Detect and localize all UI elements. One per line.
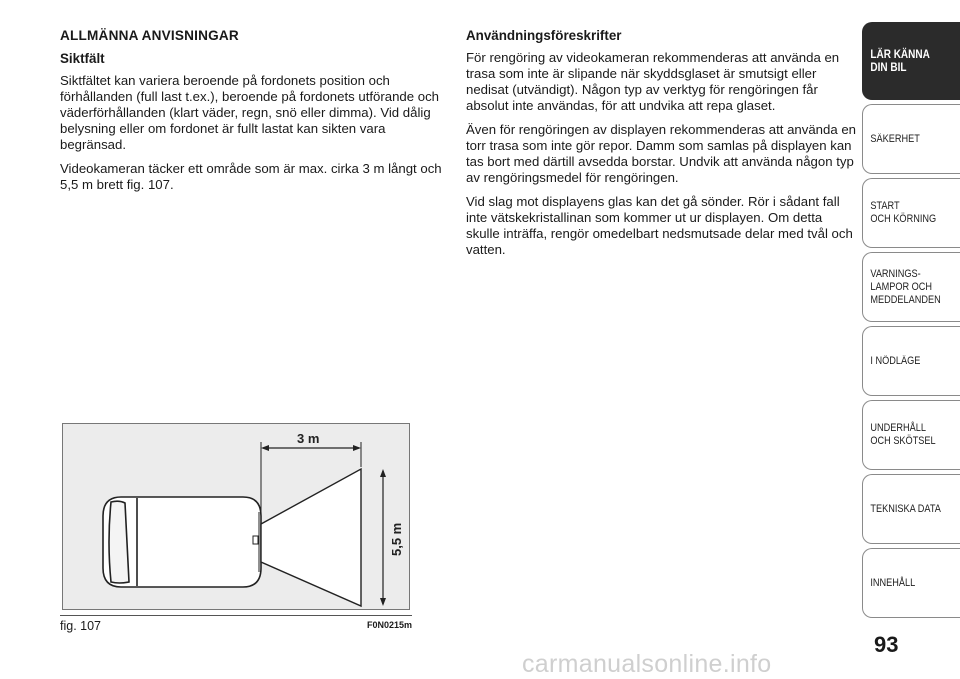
camera-coverage-figure — [62, 423, 410, 610]
figure-label: fig. 107 — [60, 619, 102, 633]
left-column — [60, 28, 445, 201]
tab-sakerhet[interactable] — [862, 104, 960, 174]
paragraph: Videokameran täcker ett område som är max. cirka 3 m långt och 5,5 m brett fig. 107. — [60, 161, 442, 192]
tab-label: I NÖDLÄGE — [870, 354, 921, 367]
paragraph: Även för rengöringen av displayen rekommenderas att använda en torr trasa som inte gör repor. Damm som samlas på displayen kan tas bort med därtill avsedda borstar. Undvik att använda någon typ av rengöringsmedel för rengöringen. — [466, 122, 857, 185]
paragraph: Vid slag mot displayens glas kan det gå sönder. Rör i sådant fall inte vätskekristallinan som kommer ut ur displayen. Om detta skulle inträffa, rengör omedelbart nedsmutsade delar med tvål och vatten. — [466, 194, 853, 257]
chapter-sidebar — [862, 22, 960, 622]
section-heading: ALLMÄNNA ANVISNINGAR — [60, 28, 239, 43]
width-label: 5,5 m — [389, 522, 404, 556]
right-column — [466, 28, 856, 266]
tab-label: START OCH KÖRNING — [870, 200, 937, 225]
width-dimension — [380, 469, 386, 606]
tab-i-nodlage[interactable] — [862, 326, 960, 396]
tab-tekniska-data[interactable] — [862, 474, 960, 544]
tab-label: SÄKERHET — [870, 132, 920, 145]
coverage-area — [261, 469, 361, 606]
figure-code: F0N0215m — [366, 620, 412, 630]
subheading-siktfalt: Siktfält — [60, 51, 105, 66]
paragraph: För rengöring av videokameran rekommenderas att använda en trasa som inte är slipande när skyddsglaset är smutsigt eller nedisat (utvändigt). Någon typ av verktyg för rengöringen får absolut inte användas, för att undvika att repa glaset. — [466, 50, 840, 113]
tab-label: TEKNISKA DATA — [870, 502, 941, 515]
tab-label: UNDERHÅLL OCH SKÖTSEL — [870, 422, 936, 447]
tab-start-och-korning[interactable] — [862, 178, 960, 248]
vehicle-icon — [103, 497, 261, 587]
tab-varningslampor[interactable] — [862, 252, 960, 322]
tab-innehall[interactable] — [862, 548, 960, 618]
coverage-diagram — [63, 424, 409, 609]
tab-label: LÄR KÄNNA DIN BIL — [870, 47, 930, 74]
page-number: 93 — [874, 632, 899, 657]
tab-label: INNEHÅLL — [870, 576, 916, 589]
tab-label: VARNINGS- LAMPOR OCH MEDDELANDEN — [870, 267, 941, 306]
watermark-url: carmanualsonline.info — [522, 650, 772, 678]
length-label: 3 m — [297, 431, 320, 446]
subheading-anvandningsforeskrifter: Användningsföreskrifter — [466, 28, 622, 43]
figure-caption — [60, 615, 412, 634]
paragraph: Siktfältet kan variera beroende på fordonets position och förhållanden (full last t.ex.), beroende på fordonets utförande och väderförhållanden (klart väder, regn, snö eller dimma). Vid dålig belysning eller om fordonet är fullt lastat kan sikten vara begränsad. — [60, 73, 440, 152]
tab-lar-kanna-din-bil[interactable] — [862, 22, 960, 100]
tab-underhall-och-skotsel[interactable] — [862, 400, 960, 470]
